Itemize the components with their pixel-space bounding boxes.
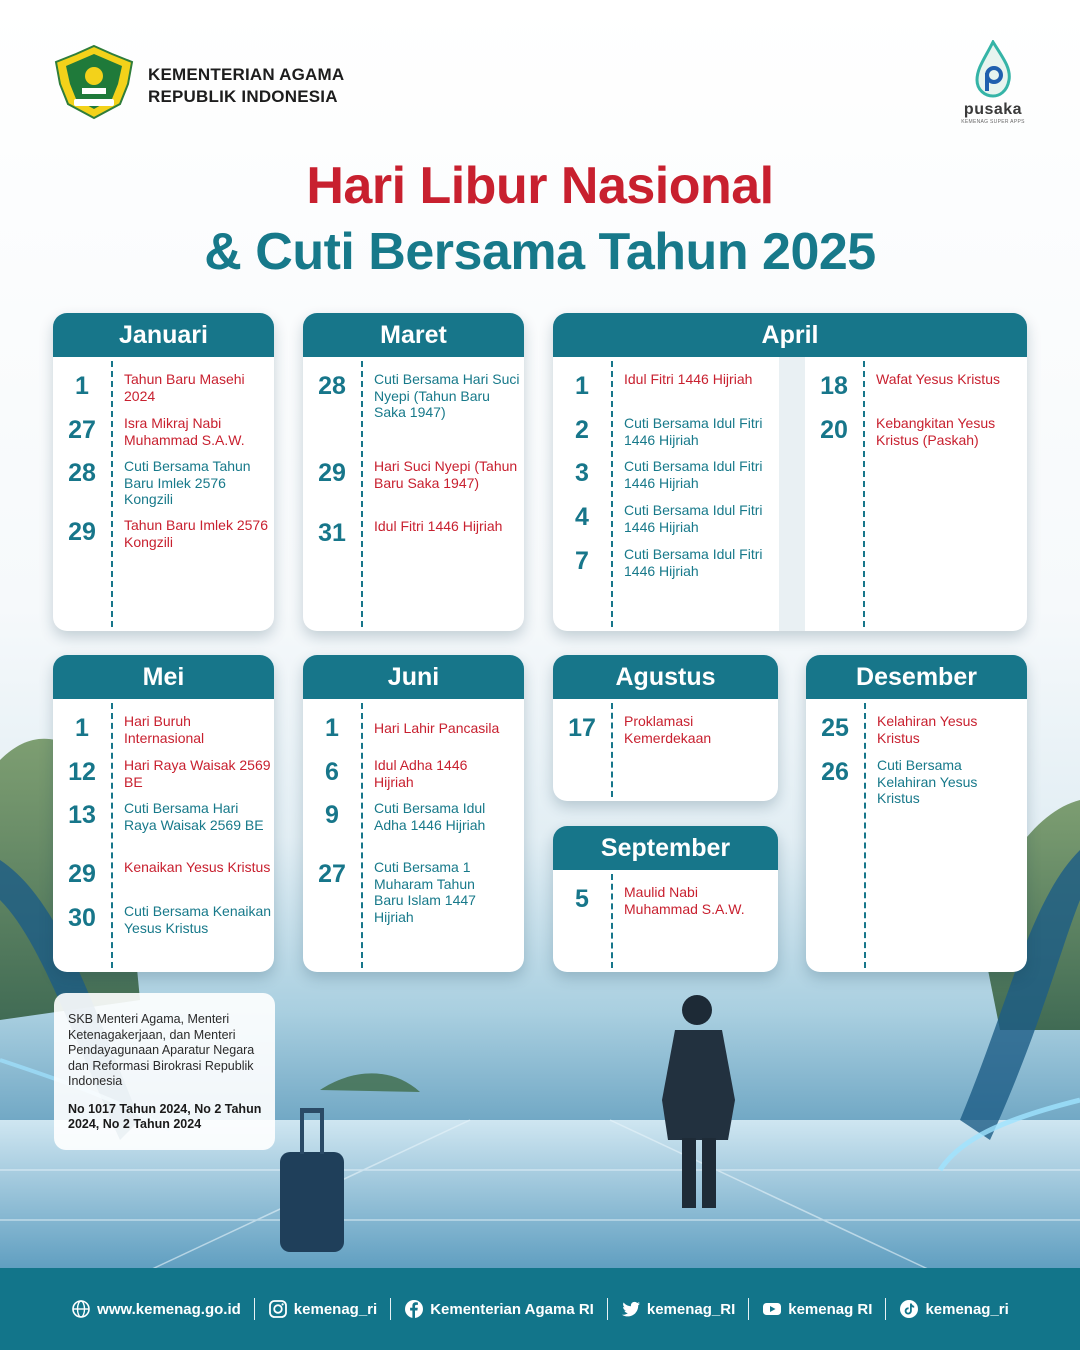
footer-separator (748, 1298, 749, 1320)
entry-day: 28 (68, 459, 96, 487)
footer-separator (885, 1298, 886, 1320)
month-header-desember: Desember (806, 655, 1027, 699)
entry-text: Cuti Bersama Idul Fitri 1446 Hijriah (624, 546, 763, 579)
footer-separator (254, 1298, 255, 1320)
entry-day: 1 (325, 714, 339, 742)
entry-day: 28 (318, 372, 346, 400)
month-header-maret: Maret (303, 313, 524, 357)
month-header-april: April (553, 313, 1027, 357)
entry-day: 1 (575, 372, 589, 400)
entry-text: Cuti Bersama Idul Fitri 1446 Hijriah (624, 415, 763, 448)
entry-day: 6 (325, 758, 339, 786)
month-header-juni: Juni (303, 655, 524, 699)
entry-day: 7 (575, 547, 589, 575)
entry-text: Hari Suci Nyepi (Tahun Baru Saka 1947) (374, 458, 518, 491)
entry-day: 29 (318, 459, 346, 487)
entry-day: 3 (575, 459, 589, 487)
twitter-icon (621, 1299, 641, 1319)
entry-day: 1 (75, 372, 89, 400)
entry-text: Kebangkitan Yesus Kristus (Paskah) (876, 415, 996, 448)
page-title-line-2: & Cuti Bersama Tahun 2025 (204, 223, 876, 281)
footer-youtube[interactable] (762, 1299, 872, 1319)
page-title-line-1: Hari Libur Nasional (306, 157, 774, 215)
entry-day: 2 (575, 416, 589, 444)
entry-text: Cuti Bersama Tahun Baru Imlek 2576 Kongzili (124, 458, 251, 507)
month-header-agustus: Agustus (553, 655, 778, 699)
instagram-icon (268, 1299, 288, 1319)
note-text: SKB Menteri Agama, Menteri Ketenagakerjaan, dan Menteri Pendayagunaan Aparatur Negara dan Reformasi Birokrasi Republik Indonesia (68, 1012, 255, 1088)
entry-day: 12 (68, 758, 96, 786)
entry-text: Hari Buruh Internasional (124, 713, 205, 746)
divider-line (864, 703, 866, 968)
entry-text: Cuti Bersama Kenaikan Yesus Kristus (124, 903, 272, 936)
entry-text: Cuti Bersama 1 Muharam Tahun Baru Islam 1447 Hijriah (374, 859, 476, 925)
entry-day: 25 (821, 714, 849, 742)
facebook-icon (404, 1299, 424, 1319)
entry-text: Tahun Baru Imlek 2576 Kongzili (124, 517, 268, 550)
divider-line (863, 361, 865, 627)
entry-day: 29 (68, 518, 96, 546)
entry-text: Cuti Bersama Hari Suci Nyepi (Tahun Baru Saka 1947) (374, 371, 520, 420)
month-card-mei (53, 655, 274, 972)
entry-day: 20 (820, 416, 848, 444)
footer-facebook-text: Kementerian Agama RI (430, 1300, 594, 1318)
note-reference: No 1017 Tahun 2024, No 2 Tahun 2024, No 2 Tahun 2024 (68, 1101, 262, 1131)
month-card-juni (303, 655, 524, 972)
divider-line (111, 361, 113, 627)
entry-day: 29 (68, 860, 96, 888)
entry-text: Cuti Bersama Idul Adha 1446 Hijriah (374, 800, 486, 833)
footer-website-text: www.kemenag.go.id (97, 1300, 241, 1318)
entry-day: 27 (68, 416, 96, 444)
divider-line (611, 361, 613, 627)
org-line-1: KEMENTERIAN AGAMA (148, 65, 345, 84)
legal-basis-note (54, 993, 275, 1150)
entry-text: Idul Fitri 1446 Hijriah (624, 371, 753, 387)
april-column-gap (779, 357, 805, 631)
entry-text: Kelahiran Yesus Kristus (877, 713, 978, 746)
entry-text: Idul Fitri 1446 Hijriah (374, 518, 503, 534)
footer-twitter[interactable] (621, 1299, 735, 1319)
entry-day: 27 (318, 860, 346, 888)
entry-text: Tahun Baru Masehi 2024 (124, 371, 245, 404)
entry-text: Cuti Bersama Idul Fitri 1446 Hijriah (624, 458, 763, 491)
entry-day: 9 (325, 801, 339, 829)
entry-text: Cuti Bersama Kelahiran Yesus Kristus (877, 757, 978, 806)
entry-text: Kenaikan Yesus Kristus (124, 859, 271, 875)
entry-text: Hari Raya Waisak 2569 BE (124, 757, 271, 790)
footer-separator (390, 1298, 391, 1320)
month-card-september (553, 826, 778, 972)
tiktok-icon (899, 1299, 919, 1319)
month-card-maret (303, 313, 524, 631)
organization-name (148, 64, 344, 108)
footer-facebook[interactable] (404, 1299, 594, 1319)
month-card-agustus (553, 655, 778, 801)
divider-line (611, 874, 613, 968)
footer-website[interactable] (71, 1299, 241, 1319)
footer-youtube-text: kemenag RI (788, 1300, 873, 1318)
entry-day: 18 (820, 372, 848, 400)
month-card-april (553, 313, 1027, 631)
entry-day: 17 (568, 714, 596, 742)
youtube-icon (762, 1299, 782, 1319)
divider-line (361, 703, 363, 968)
pusaka-drop-icon (973, 40, 1013, 98)
entry-day: 5 (575, 885, 589, 913)
entry-day: 1 (75, 714, 89, 742)
footer-instagram[interactable] (268, 1299, 377, 1319)
footer-tiktok-text: kemenag_ri (925, 1300, 1009, 1318)
month-card-januari (53, 313, 274, 631)
footer-twitter-text: kemenag_RI (646, 1300, 736, 1318)
entry-text: Maulid Nabi Muhammad S.A.W. (624, 884, 745, 917)
month-header-mei: Mei (53, 655, 274, 699)
entry-text: Proklamasi Kemerdekaan (624, 713, 712, 746)
pusaka-app-logo (958, 40, 1028, 126)
entry-text: Idul Adha 1446 Hijriah (374, 757, 468, 790)
kemenag-logo (54, 44, 134, 120)
entry-day: 30 (68, 904, 96, 932)
footer-tiktok[interactable] (899, 1299, 1008, 1319)
month-header-september: September (553, 826, 778, 870)
month-header-januari: Januari (53, 313, 274, 357)
entry-day: 31 (318, 519, 346, 547)
footer-separator (607, 1298, 608, 1320)
entry-day: 4 (575, 503, 589, 531)
entry-day: 26 (821, 758, 849, 786)
globe-icon (71, 1299, 91, 1319)
footer-instagram-text: kemenag_ri (293, 1300, 378, 1318)
divider-line (361, 361, 363, 627)
entry-text: Isra Mikraj Nabi Muhammad S.A.W. (124, 415, 245, 448)
divider-line (111, 703, 113, 968)
month-card-desember (806, 655, 1027, 972)
org-line-2: REPUBLIK INDONESIA (148, 87, 338, 106)
app-name: pusaka (963, 101, 1023, 118)
entry-text: Cuti Bersama Idul Fitri 1446 Hijriah (624, 502, 763, 535)
entry-text: Cuti Bersama Hari Raya Waisak 2569 BE (124, 800, 264, 833)
entry-text: Wafat Yesus Kristus (876, 371, 1000, 387)
entry-day: 13 (68, 801, 96, 829)
social-footer (0, 1268, 1080, 1350)
entry-text: Hari Lahir Pancasila (374, 720, 500, 736)
app-tagline: KEMENAG SUPER APPS (961, 119, 1025, 125)
divider-line (611, 703, 613, 797)
